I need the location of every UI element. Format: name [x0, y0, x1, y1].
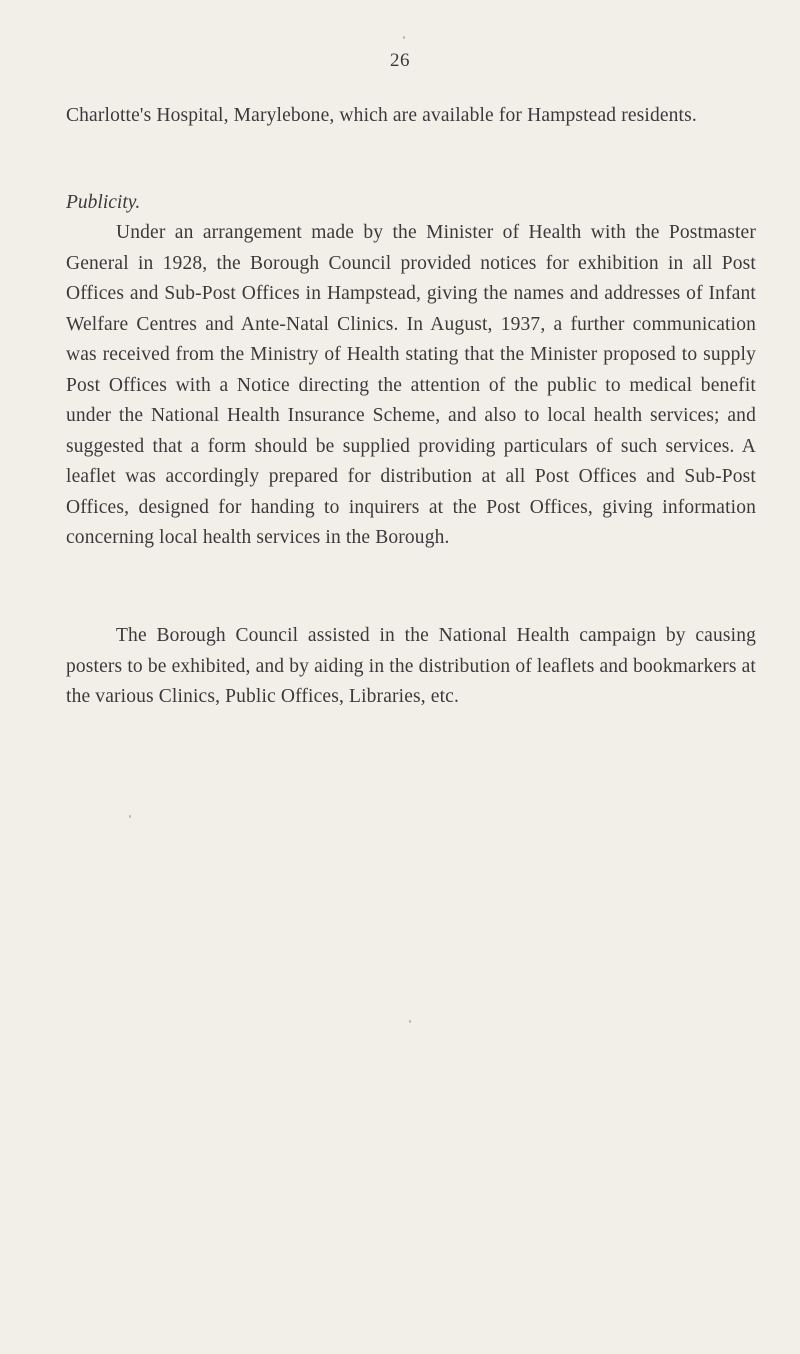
paragraph-1-text: Under an arrangement made by the Minister of Health with the Postmaster General in 1928, the Borough Council provided notices for exhibition in all Post Offices and Sub-Post Offices in Hampstead, giving the names and addresses of Infant Welfare Centres and Ante-Natal Clinics. In August, 1937, a further communication was received from the Ministry of Health stating that the Minister proposed to supply Post Offices with a Notice directing the attention of the public to medical benefit under the National Health Insurance Scheme, and also to local health services; and suggested that a form should be supplied providing particulars of such services. A leaflet was accordingly prepared for distribution at all Post Offices and Sub-Post Offices, designed for handing to inquirers at the Post Offices, giving information concerning local health services in the Borough.: [66, 222, 756, 548]
section-heading: Publicity.: [66, 192, 141, 213]
paper-speck: [403, 36, 405, 39]
continuation-paragraph: [66, 101, 756, 132]
paper-speck: [409, 1020, 411, 1023]
paper-speck: [129, 815, 131, 818]
continuation-text: Charlotte's Hospital, Marylebone, which are available for Hampstead residents.: [66, 105, 697, 126]
paragraph-1: [66, 218, 756, 554]
page-number: 26: [390, 50, 410, 71]
paragraph-2: [66, 621, 756, 713]
paragraph-2-text: The Borough Council assisted in the National Health campaign by causing posters to be exhibited, and by aiding in the distribution of leaflets and bookmarkers at the various Clinics, Public Offices, Libraries, etc.: [66, 625, 756, 707]
